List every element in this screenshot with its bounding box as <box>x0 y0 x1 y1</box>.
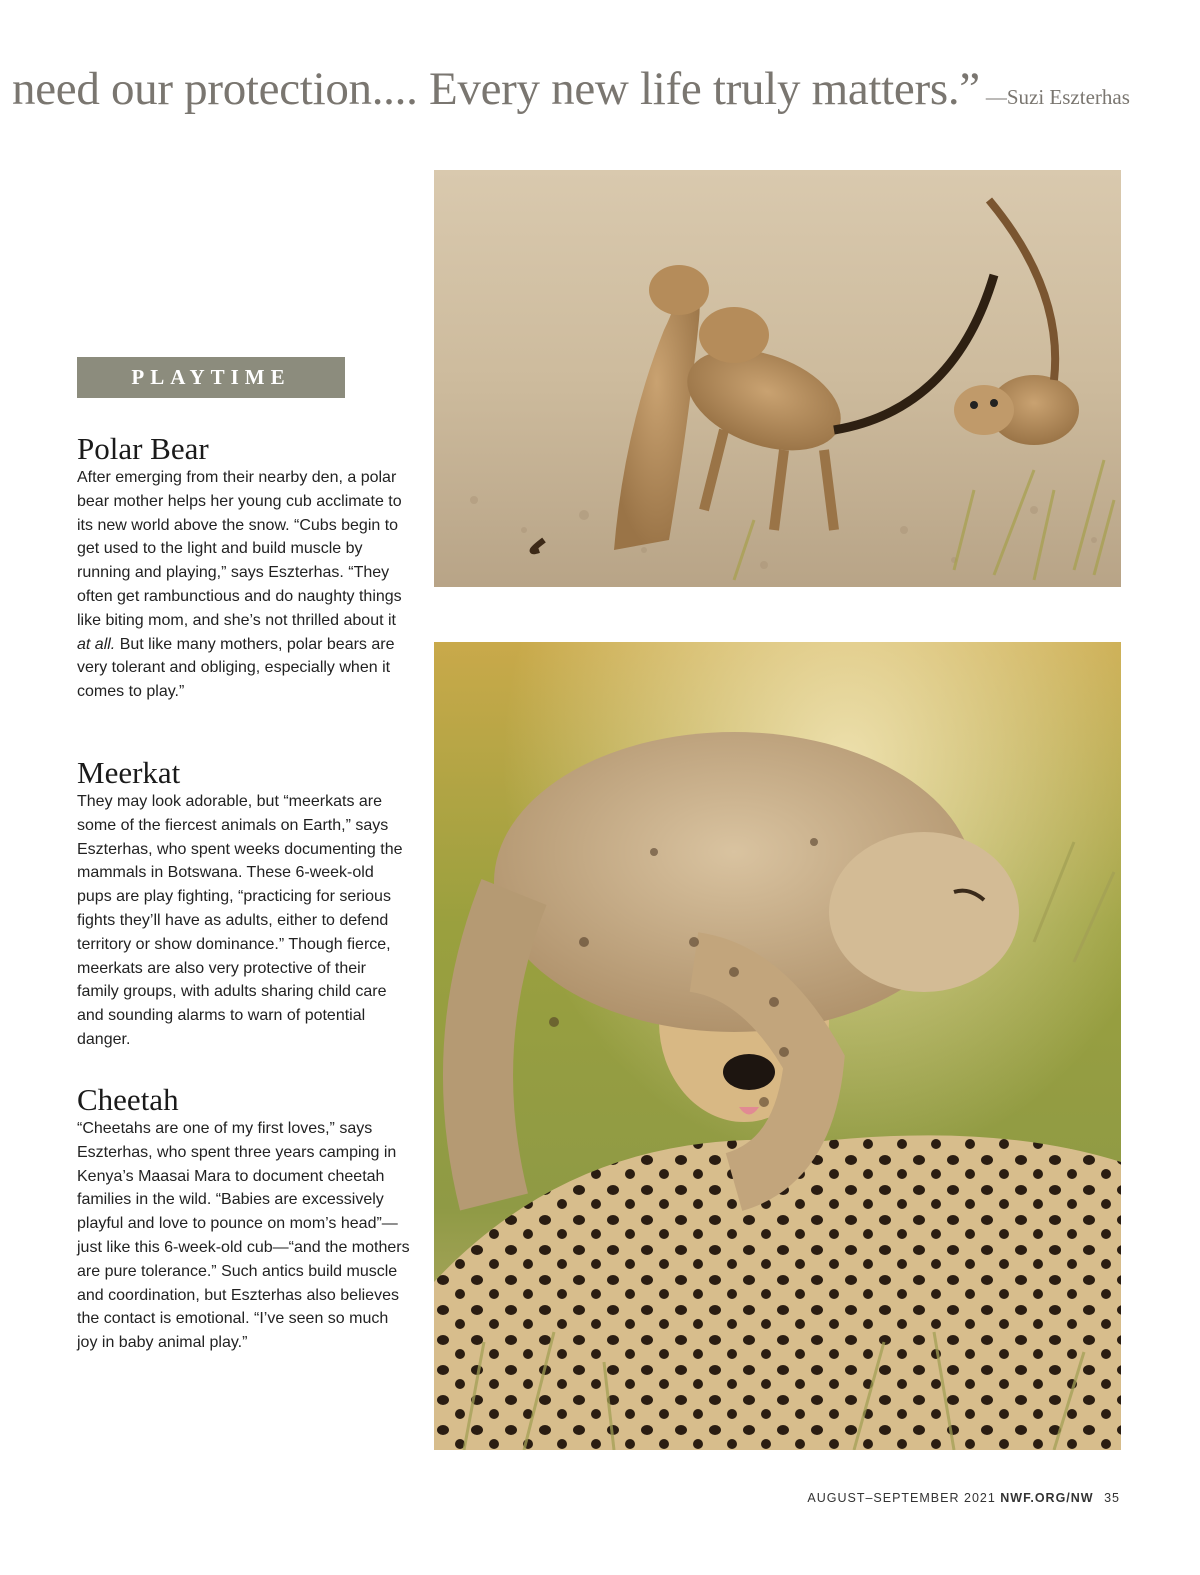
issue-date: AUGUST–SEPTEMBER 2021 <box>807 1491 996 1505</box>
story-cheetah <box>77 1083 412 1355</box>
story-body: After emerging from their nearby den, a polar bear mother helps her young cub acclimate to its new world above the snow. “Cubs begin to get used to the light and build muscle by running and playing,” says Eszterhas. “They often get rambunctious and do naughty things like biting mom, and she’s not thrilled about it at all. But like many mothers, polar bears are very tolerant and obliging, especially when it comes to play.” <box>77 469 402 701</box>
section-label: PLAYTIME <box>77 357 345 398</box>
pull-quote-text: need our protection.... Every new life truly matters.” <box>12 63 980 115</box>
site-url: NWF.ORG/NW <box>1000 1491 1094 1505</box>
story-heading: Cheetah <box>77 1082 179 1117</box>
story-heading: Polar Bear <box>77 431 209 466</box>
story-meerkat <box>77 756 412 1052</box>
page-number: 35 <box>1104 1491 1120 1505</box>
pull-quote <box>12 62 1130 116</box>
story-polar-bear <box>77 432 412 704</box>
pull-quote-attribution: —Suzi Eszterhas <box>985 85 1130 109</box>
cheetah-photo <box>434 642 1121 1450</box>
story-body: “Cheetahs are one of my first loves,” says Eszterhas, who spent three years camping in Kenya’s Maasai Mara to document cheetah families in the wild. “Babies are excessively playful and love to pounce on mom’s head”—just like this 6-week-old cub—“and the mothers are pure tolerance.” Such antics build muscle and coordination, but Eszterhas also believes the contact is emotional. “I’ve seen so much joy in baby animal play.” <box>77 1120 410 1352</box>
meerkat-photo <box>434 170 1121 587</box>
story-body: They may look adorable, but “meerkats are some of the fiercest animals on Earth,” says Eszterhas, who spent weeks documenting the mammals in Botswana. These 6-week-old pups are play fighting, “practicing for serious fights they’ll have as adults, either to defend territory or show dominance.” Though fierce, meerkats are also very protective of their family groups, with adults sharing child care and sounding alarms to warn of potential danger. <box>77 793 403 1048</box>
story-heading: Meerkat <box>77 755 181 790</box>
page-footer <box>807 1491 1120 1505</box>
